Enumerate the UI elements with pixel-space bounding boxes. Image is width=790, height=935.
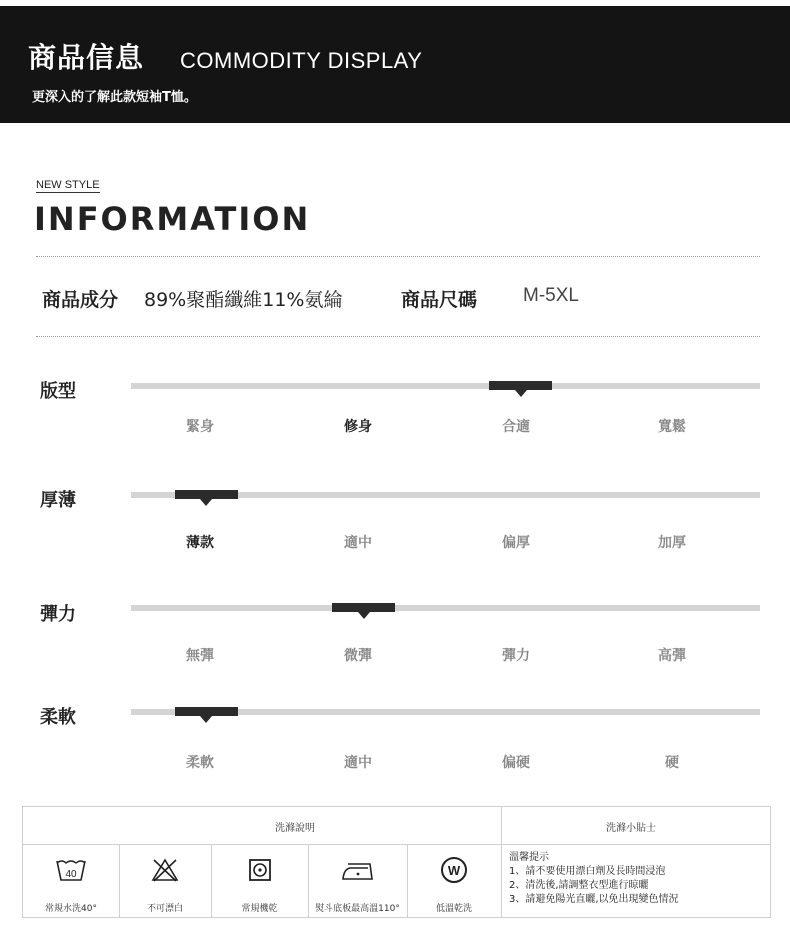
care-table	[22, 806, 771, 918]
tip-item: 2、清洗後,請調整衣型進行晾曬	[509, 880, 649, 891]
divider	[501, 844, 770, 845]
wash-instructions-heading: 洗滌說明	[275, 823, 315, 834]
scale-option: 高彈	[658, 648, 686, 664]
divider	[36, 336, 760, 337]
scale-option: 偏硬	[502, 755, 530, 771]
no-bleach-icon	[150, 857, 180, 883]
size-value: M-5XL	[523, 285, 579, 306]
scale-option: 適中	[344, 535, 372, 551]
attribute-label: 厚薄	[40, 490, 76, 511]
page-title-english: COMMODITY DISPLAY	[180, 48, 423, 73]
care-caption: 不可漂白	[146, 904, 183, 914]
scale-marker	[489, 381, 552, 390]
scale-track	[131, 605, 760, 611]
tips-heading: 溫馨提示	[509, 852, 549, 863]
care-cell-wash	[23, 845, 119, 918]
scale-option: 無彈	[186, 648, 214, 664]
scale-option: 合適	[502, 419, 530, 435]
wash-tips-list	[509, 851, 679, 907]
care-caption: 熨斗底板最高溫110°	[315, 904, 400, 914]
size-label: 商品尺碼	[401, 289, 478, 311]
care-caption: 低溫乾洗	[435, 904, 472, 914]
scale-option: 微彈	[344, 648, 372, 664]
tip-item: 3、請避免陽光直曬,以免出現變色情況	[509, 894, 679, 905]
scale-option: 硬	[665, 755, 679, 771]
scale-option: 修身	[344, 419, 372, 435]
scale-option: 緊身	[186, 419, 214, 435]
scale-option: 偏厚	[502, 535, 530, 551]
material-value: 89%聚酯纖維11%氨綸	[144, 289, 343, 311]
wash-tips-heading: 洗滌小貼士	[606, 823, 656, 834]
tip-item: 1、請不要使用漂白劑及長時間浸泡	[509, 866, 666, 877]
care-cell-dry	[211, 845, 308, 918]
scale-option: 適中	[344, 755, 372, 771]
page-subtitle: 更深入的了解此款短袖T恤。	[32, 90, 197, 105]
attribute-label: 柔軟	[40, 707, 76, 728]
information-heading: INFORMATION	[34, 200, 311, 238]
care-caption: 常規機乾	[241, 904, 278, 914]
divider	[501, 807, 502, 917]
tumble-dry-icon	[247, 857, 273, 883]
scale-option: 加厚	[658, 535, 686, 551]
iron-icon	[340, 857, 376, 883]
attribute-label: 彈力	[40, 604, 76, 625]
care-cell-iron	[308, 845, 407, 918]
material-label: 商品成分	[42, 289, 119, 311]
scale-track	[131, 383, 760, 389]
care-cell-dryclean	[407, 845, 501, 918]
scale-option: 彈力	[502, 648, 530, 664]
scale-option: 柔軟	[186, 755, 214, 771]
scale-marker	[175, 707, 238, 716]
wash-40-icon	[55, 857, 87, 883]
scale-option: 寬鬆	[658, 419, 686, 435]
care-caption: 常規水洗40°	[45, 904, 97, 914]
divider	[36, 256, 760, 257]
scale-marker	[332, 603, 395, 612]
new-style-tag: NEW STYLE	[36, 179, 100, 191]
page-title: 商品信息	[28, 41, 145, 74]
wet-clean-icon	[439, 855, 469, 885]
attribute-label: 版型	[40, 381, 76, 402]
header-banner	[0, 6, 790, 123]
scale-option: 薄款	[186, 535, 214, 551]
dry-clean-letter: W	[447, 863, 461, 878]
care-cell-bleach	[119, 845, 211, 918]
scale-marker	[175, 490, 238, 499]
wash-temperature: 40	[65, 869, 77, 880]
